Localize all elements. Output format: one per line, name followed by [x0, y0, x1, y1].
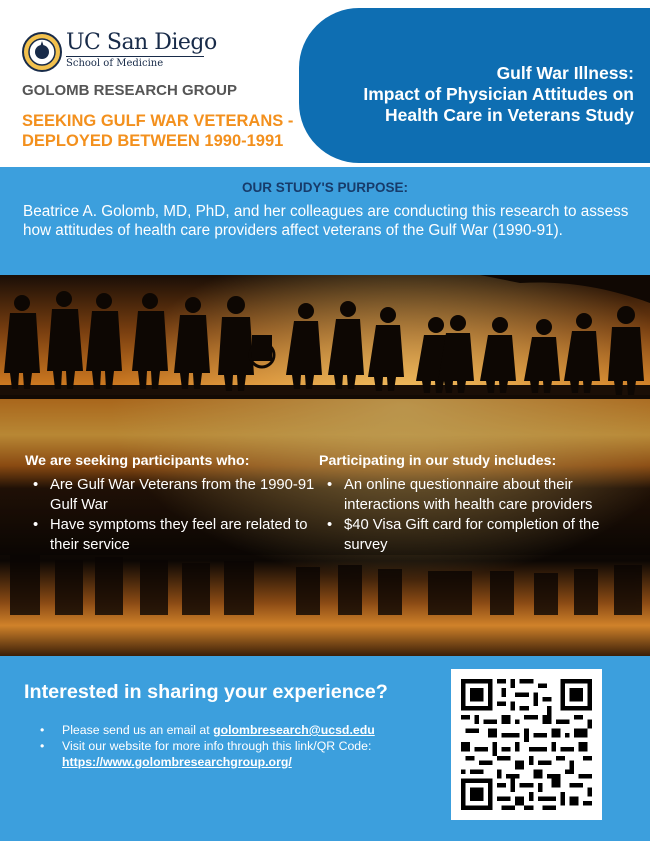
title-line: Gulf War Illness: — [496, 63, 634, 83]
participants-column — [25, 453, 315, 555]
list-item: • $40 Visa Gift card for completion of the survey — [319, 515, 631, 555]
email-item — [40, 722, 440, 738]
logo-name: UC San Diego — [66, 30, 217, 55]
list-item: • An online questionnaire about their interactions with health care providers — [319, 475, 631, 515]
includes-heading: Participating in our study includes: — [319, 453, 557, 469]
email-prefix: Please send us an email at — [62, 723, 214, 737]
website-link[interactable]: https://www.golombresearchgroup.org/ — [62, 755, 292, 769]
purpose-heading: OUR STUDY'S PURPOSE: — [242, 180, 408, 195]
seeking-line: SEEKING GULF WAR VETERANS - — [22, 112, 294, 130]
logo-divider — [66, 56, 204, 57]
ucsd-logo — [22, 30, 222, 74]
title-line: Impact of Physician Attitudes on — [363, 84, 634, 104]
purpose-section — [0, 167, 650, 275]
contact-list — [40, 722, 440, 770]
header — [0, 0, 650, 167]
list-item: • Have symptoms they feel are related to their service — [25, 515, 315, 555]
purpose-text: Beatrice A. Golomb, MD, PhD, and her colleagues are conducting this research to assess how attitudes of health care providers affect veterans of the Gulf War (1990-91). — [23, 203, 629, 239]
participants-heading: We are seeking participants who: — [25, 453, 250, 469]
title-banner — [299, 8, 650, 163]
list-item: • Are Gulf War Veterans from the 1990-91 Gulf War — [25, 475, 315, 515]
soldiers-photo-section — [0, 275, 650, 656]
includes-column — [319, 453, 631, 555]
qr-code-card[interactable] — [451, 669, 602, 820]
logo-school: School of Medicine — [66, 58, 164, 69]
group-name: GOLOMB RESEARCH GROUP — [22, 82, 238, 99]
uc-seal-icon — [22, 32, 62, 72]
seeking-line: DEPLOYED BETWEEN 1990-1991 — [22, 132, 284, 150]
website-item — [40, 738, 440, 770]
study-title — [363, 63, 634, 126]
qr-code-icon[interactable] — [461, 679, 592, 810]
email-link[interactable]: golombresearch@ucsd.edu — [213, 723, 375, 737]
title-line: Health Care in Veterans Study — [385, 105, 634, 125]
contact-heading: Interested in sharing your experience? — [24, 681, 388, 703]
seeking-headline — [22, 111, 312, 151]
website-prefix: Visit our website for more info through this link/QR Code: — [62, 739, 372, 753]
participants-list — [25, 475, 315, 555]
contact-section — [0, 656, 650, 841]
includes-list — [319, 475, 631, 555]
